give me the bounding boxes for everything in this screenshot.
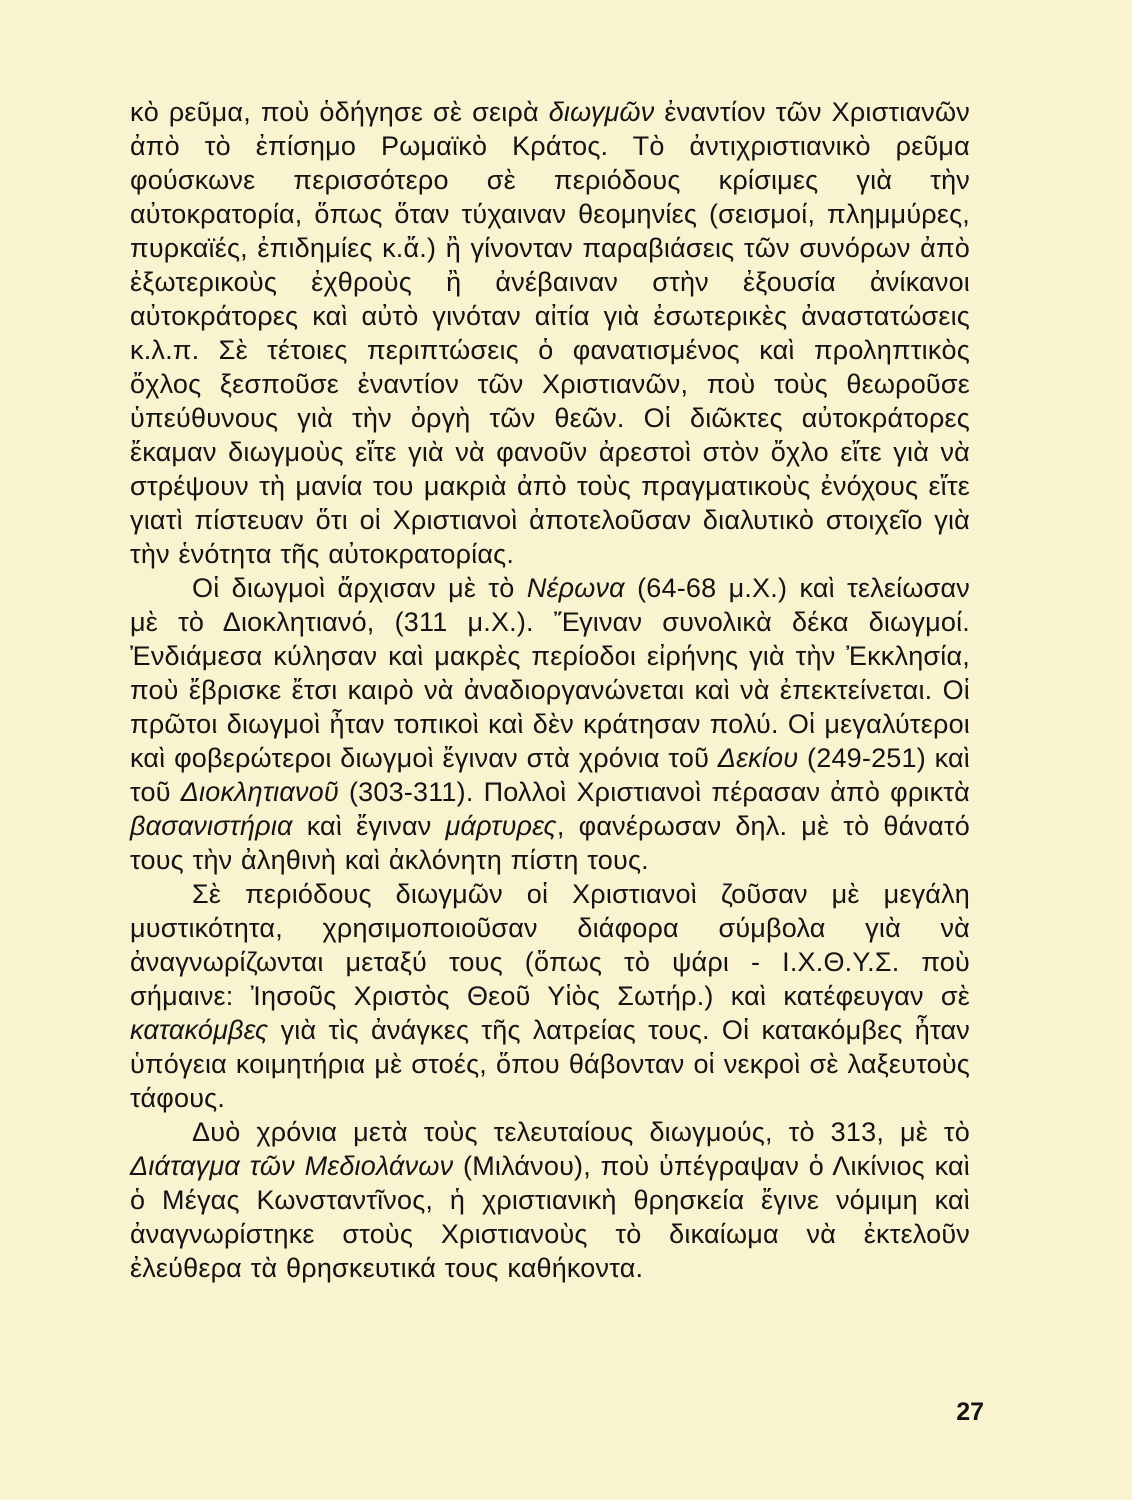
italic-term: διωγμῶν <box>548 97 655 127</box>
italic-term: Δεκίου <box>717 743 799 773</box>
text-segment: (64-68 μ.Χ.) καὶ τελείωσαν μὲ τὸ Διοκλητιανό, (311 μ.Χ.). Ἔγιναν συνολικὰ δέκα διωγμοί. Ἐνδιάμεσα κύλησαν καὶ μακρὲς περίοδοι εἰρήνης γιὰ τὴν Ἐκκλησία, ποὺ ἔβρισκε ἔτσι καιρὸ νὰ ἀναδιοργανώνεται καὶ νὰ ἐπεκτείνεται. Οἱ πρῶτοι διωγμοὶ ἦταν τοπικοὶ καὶ δὲν κράτησαν πολύ. Οἱ μεγαλύτεροι καὶ φοβερώτεροι διωγμοὶ ἔγιναν στὰ χρόνια τοῦ <box>130 573 971 773</box>
italic-term: μάρτυρες <box>445 811 557 841</box>
italic-term: Διάταγμα τῶν Μεδιολάνων <box>130 1151 454 1181</box>
text-segment: Σὲ περιόδους διωγμῶν οἱ Χριστιανοὶ ζοῦσαν μὲ μεγάλη μυστικότητα, χρησιμοποιοῦσαν διάφορα σύμβολα γιὰ νὰ ἀναγνωρίζωνται μεταξύ τους (ὅπως τὸ ψάρι - Ι.Χ.Θ.Υ.Σ. ποὺ σήμαινε: Ἰησοῦς Χριστὸς Θεοῦ Υἱὸς Σωτήρ.) καὶ κατέφευγαν σὲ <box>130 879 970 1011</box>
text-segment: (Μιλάνου), ποὺ ὑπέγραψαν ὁ Λικίνιος καὶ ὁ Μέγας Κωνσταντῖνος, ἡ χριστιανικὴ θρησκεία ἔγινε νόμιμη καὶ ἀναγνωρίστηκε στοὺς Χριστιανοὺς τὸ δικαίωμα νὰ ἐκτελοῦν ἐλεύθερα τὰ θρησκευτικά τους καθήκοντα. <box>130 1151 970 1283</box>
italic-term: κατακόμβες <box>130 1015 269 1045</box>
text-segment: Δυὸ χρόνια μετὰ τοὺς τελευταίους διωγμούς, τὸ 313, μὲ τὸ <box>192 1117 970 1147</box>
paragraph-2 <box>130 571 970 877</box>
text-segment: , φανέρωσαν δηλ. μὲ τὸ θάνατό τους τὴν ἀληθινὴ καὶ ἀκλόνητη πίστη τους. <box>130 811 971 875</box>
page-number: 27 <box>956 1398 984 1426</box>
text-segment: γιὰ τὶς ἀνάγκες τῆς λατρείας τους. Οἱ κατακόμβες ἦταν ὑπόγεια κοιμητήρια μὲ στοές, ὅπου θάβονταν οἱ νεκροὶ σὲ λαξευτοὺς τάφους. <box>130 1015 970 1113</box>
text-segment: (249-251) καὶ τοῦ <box>130 743 971 807</box>
text-segment: (303-311). Πολλοὶ Χριστιανοὶ πέρασαν ἀπὸ φρικτὰ <box>338 777 970 807</box>
text-segment: Οἱ διωγμοὶ ἄρχισαν μὲ τὸ <box>192 573 527 603</box>
paragraph-1 <box>130 95 970 571</box>
paragraph-4 <box>130 1115 970 1285</box>
text-segment: κὸ ρεῦμα, ποὺ ὁδήγησε σὲ σειρὰ <box>130 97 549 127</box>
text-segment: καὶ ἔγιναν <box>292 811 446 841</box>
italic-term: Νέρωνα <box>526 573 625 603</box>
text-segment: ἐναντίον τῶν Χριστιανῶν ἀπὸ τὸ ἐπίσημο Ρωμαϊκὸ Κράτος. Τὸ ἀντιχριστιανικὸ ρεῦμα φούσκωνε περισσότερο σὲ περιόδους κρίσιμες γιὰ τὴν αὐτοκρατορία, ὅπως ὅταν τύχαιναν θεομηνίες (σεισμοί, πλημμύρες, πυρκαϊές, ἐπιδημίες κ.ἄ.) ἢ γίνονταν παραβιάσεις τῶν συνόρων ἀπὸ ἐξωτερικοὺς ἐχθροὺς ἢ ἀνέβαιναν στὴν ἐξουσία ἀνίκανοι αὐτοκράτορες καὶ αὐτὸ γινόταν αἰτία γιὰ ἐσωτερικὲς ἀναστατώσεις κ.λ.π. Σὲ τέτοιες περιπτώσεις ὁ φανατισμένος καὶ προληπτικὸς ὄχλος ξεσποῦσε ἐναντίον τῶν Χριστιανῶν, ποὺ τοὺς θεωροῦσε ὑπεύθυνους γιὰ τὴν ὀργὴ τῶν θεῶν. Οἱ διῶκτες αὐτοκράτορες ἔκαμαν διωγμοὺς εἴτε γιὰ νὰ φανοῦν ἀρεστοὶ στὸν ὄχλο εἴτε γιὰ νὰ στρέψουν τὴ μανία του μακριὰ ἀπὸ τοὺς πραγματικοὺς ἐνόχους εἴτε γιατὶ πίστευαν ὅτι οἱ Χριστιανοὶ ἀποτελοῦσαν διαλυτικὸ στοιχεῖο γιὰ τὴν ἑνότητα τῆς αὐτοκρατορίας. <box>130 97 970 569</box>
italic-term: Διοκλητιανοῦ <box>180 777 339 807</box>
paragraph-3 <box>130 877 970 1115</box>
page-body <box>130 95 970 1285</box>
italic-term: βασανιστήρια <box>130 811 293 841</box>
